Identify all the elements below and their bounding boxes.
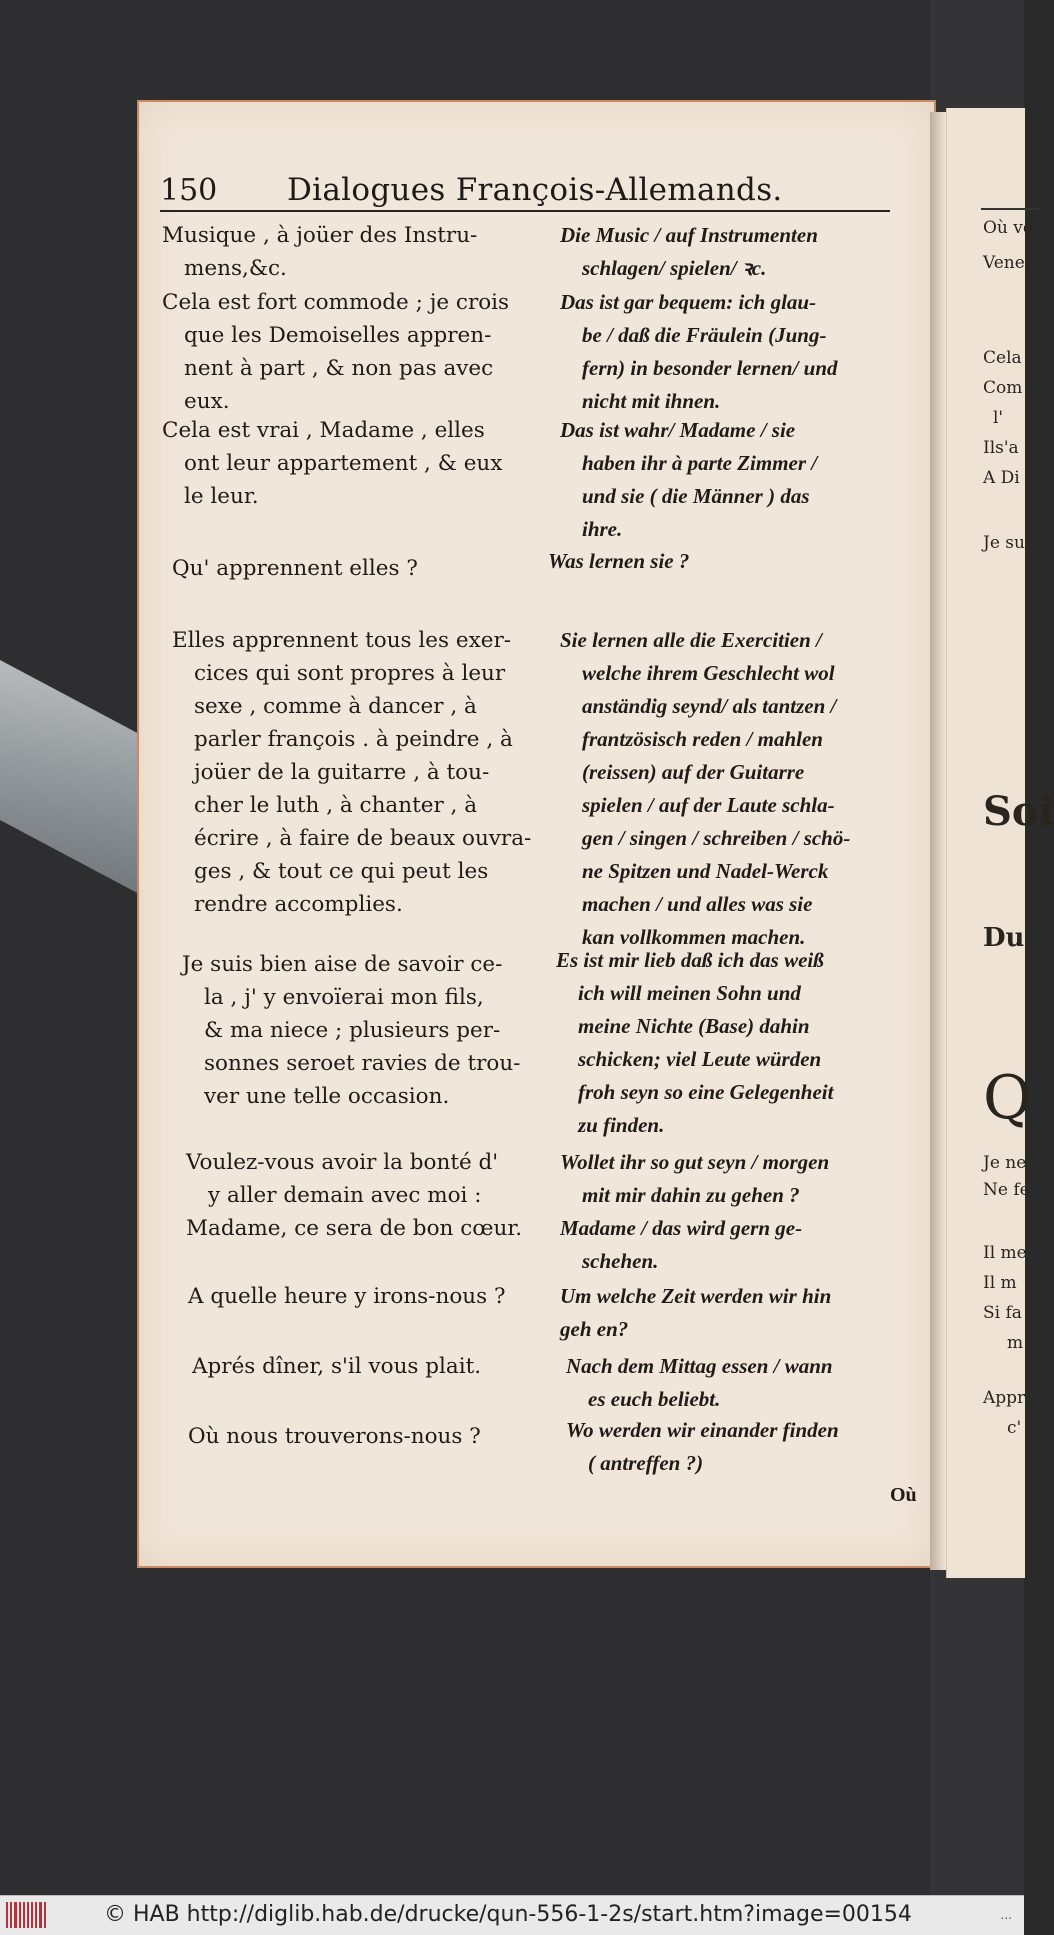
- german-line: ich will meinen Sohn und: [578, 981, 801, 1005]
- german-line: Die Music / auf Instrumenten: [560, 223, 818, 247]
- german-line: welche ihrem Geschlecht wol: [582, 661, 835, 685]
- facing-fragment: Où vo: [983, 218, 1034, 238]
- viewer-footer: [0, 1895, 1024, 1935]
- french-line: mens,&c.: [184, 256, 287, 281]
- german-line: Wo werden wir einander finden: [566, 1418, 839, 1442]
- german-line: Das ist gar bequem: ich glau-: [560, 290, 817, 314]
- german-line: ne Spitzen und Nadel-Werck: [582, 859, 829, 883]
- german-passage: [560, 624, 920, 954]
- facing-fragment: c': [1007, 1418, 1022, 1438]
- german-passage: [566, 1414, 926, 1480]
- french-line: cices qui sont propres à leur: [194, 661, 506, 686]
- french-line: Aprés dîner, s'il vous plait.: [192, 1354, 482, 1379]
- german-passage: [566, 1350, 926, 1416]
- french-line: Je suis bien aise de savoir ce-: [182, 952, 503, 977]
- french-line: sexe , comme à dancer , à: [194, 694, 477, 719]
- german-line: anständig seynd/ als tantzen /: [582, 694, 837, 718]
- german-line: geh en?: [560, 1317, 629, 1341]
- french-line: écrire , à faire de beaux ouvra-: [194, 826, 532, 851]
- german-line: schicken; viel Leute würden: [578, 1047, 822, 1071]
- french-line: Qu' apprennent elles ?: [172, 556, 418, 581]
- german-line: ( antreffen ?): [588, 1451, 704, 1475]
- german-passage: [560, 1146, 920, 1212]
- french-line: Elles apprennent tous les exer-: [172, 628, 512, 653]
- facing-fragment: Je ne: [983, 1153, 1027, 1173]
- french-line: Cela est fort commode ; je crois: [162, 290, 510, 315]
- facing-fragment: Je su: [983, 533, 1025, 553]
- french-passage: [182, 948, 572, 1113]
- german-line: schlagen/ spielen/ ꝛc.: [582, 256, 767, 280]
- german-passage: [548, 545, 908, 578]
- german-line: schehen.: [582, 1249, 659, 1273]
- french-line: joüer de la guitarre , à tou-: [194, 760, 490, 785]
- french-line: nent à part , & non pas avec: [184, 356, 494, 381]
- german-line: ihre.: [582, 517, 623, 541]
- german-passage: [560, 219, 920, 285]
- german-passage: [560, 414, 920, 546]
- facing-fragment: Ne fe: [983, 1180, 1030, 1200]
- french-passage: [172, 552, 562, 585]
- french-line: parler françois . à peindre , à: [194, 727, 513, 752]
- french-line: ont leur appartement , & eux: [184, 451, 503, 476]
- french-passage: [192, 1350, 582, 1383]
- running-title: Dialogues François-Allemands.: [287, 172, 783, 208]
- german-line: Nach dem Mittag essen / wann: [566, 1354, 833, 1378]
- german-line: haben ihr à parte Zimmer /: [582, 451, 818, 475]
- facing-page-fragment: [946, 108, 1054, 1578]
- german-line: Sie lernen alle die Exercitien /: [560, 628, 822, 652]
- facing-fragment: l': [993, 408, 1004, 428]
- french-passage: [162, 286, 552, 418]
- facing-fragment: Venez: [983, 253, 1034, 273]
- french-passage: [162, 414, 552, 513]
- french-line: la , j' y envoïerai mon fils,: [204, 985, 484, 1010]
- french-line: que les Demoiselles appren-: [184, 323, 492, 348]
- german-line: (reissen) auf der Guitarre: [582, 760, 805, 784]
- french-line: & ma niece ; plusieurs per-: [204, 1018, 501, 1043]
- german-passage: [560, 1212, 920, 1278]
- german-line: es euch beliebt.: [588, 1387, 721, 1411]
- facing-rule: [981, 208, 1041, 210]
- facing-fragment: Com: [983, 378, 1023, 398]
- german-line: fern) in besonder lernen/ und: [582, 356, 838, 380]
- facing-fragment: Q: [983, 1063, 1033, 1133]
- german-passage: [560, 286, 920, 418]
- french-line: A quelle heure y irons-nous ?: [188, 1284, 506, 1309]
- french-line: Madame, ce sera de bon cœur.: [186, 1216, 523, 1241]
- german-line: Wollet ihr so gut seyn / morgen: [560, 1150, 830, 1174]
- french-line: le leur.: [184, 484, 259, 509]
- french-line: Voulez-vous avoir la bonté d': [186, 1150, 499, 1175]
- german-line: spielen / auf der Laute schla-: [582, 793, 835, 817]
- running-head: [160, 168, 890, 212]
- book-spine: [930, 112, 946, 1570]
- french-passage: [186, 1212, 576, 1245]
- german-line: mit mir dahin zu gehen ?: [582, 1183, 800, 1207]
- german-line: meine Nichte (Base) dahin: [578, 1014, 810, 1038]
- french-line: cher le luth , à chanter , à: [194, 793, 478, 818]
- facing-fragment: m: [1007, 1333, 1024, 1353]
- french-line: rendre accomplies.: [194, 892, 403, 917]
- german-passage: [560, 1280, 920, 1346]
- german-line: und sie ( die Männer ) das: [582, 484, 810, 508]
- facing-fragment: Appr: [983, 1388, 1026, 1408]
- french-line: eux.: [184, 389, 230, 414]
- french-line: Musique , à joüer des Instru-: [162, 223, 478, 248]
- page-number: 150: [160, 173, 218, 208]
- french-line: sonnes seroet ravies de trou-: [204, 1051, 521, 1076]
- german-line: Was lernen sie ?: [548, 549, 690, 573]
- german-line: Um welche Zeit werden wir hin: [560, 1284, 832, 1308]
- french-line: Où nous trouverons-nous ?: [188, 1424, 481, 1449]
- facing-fragment: Cela: [983, 348, 1022, 368]
- french-passage: [186, 1146, 576, 1212]
- facing-fragment: Si fa: [983, 1303, 1022, 1323]
- german-passage: [556, 944, 916, 1142]
- german-line: be / daß die Fräulein (Jung-: [582, 323, 827, 347]
- facing-fragment: Ils'a: [983, 438, 1019, 458]
- source-link[interactable]: © HAB http://diglib.hab.de/drucke/qun-556-1-2s/start.htm?image=00154: [104, 1902, 912, 1927]
- french-line: Cela est vrai , Madame , elles: [162, 418, 485, 443]
- french-line: y aller demain avec moi :: [208, 1183, 482, 1208]
- french-line: ges , & tout ce qui peut les: [194, 859, 489, 884]
- catchword: Où: [890, 1484, 917, 1506]
- facing-fragment: Soi: [983, 788, 1054, 835]
- french-passage: [188, 1420, 578, 1453]
- german-line: Es ist mir lieb daß ich das weiß: [556, 948, 824, 972]
- facing-fragment: Il m: [983, 1273, 1017, 1293]
- german-line: frantzösisch reden / mahlen: [582, 727, 823, 751]
- german-line: zu finden.: [578, 1113, 665, 1137]
- german-line: froh seyn so eine Gelegenheit: [578, 1080, 834, 1104]
- facing-fragment: A Di: [983, 468, 1020, 488]
- french-passage: [172, 624, 562, 921]
- french-passage: [162, 219, 552, 285]
- german-line: Madame / das wird gern ge-: [560, 1216, 803, 1240]
- german-line: nicht mit ihnen.: [582, 389, 721, 413]
- barcode-icon: [6, 1902, 46, 1928]
- german-line: Das ist wahr/ Madame / sie: [560, 418, 796, 442]
- german-line: kan vollkommen machen.: [582, 925, 806, 949]
- german-line: machen / und alles was sie: [582, 892, 813, 916]
- facing-fragment: Du: [983, 923, 1025, 953]
- german-line: gen / singen / schreiben / schö-: [582, 826, 851, 850]
- french-line: ver une telle occasion.: [204, 1084, 450, 1109]
- french-passage: [188, 1280, 578, 1313]
- footer-mark: ...: [1000, 1908, 1012, 1922]
- facing-fragment: Il me: [983, 1243, 1027, 1263]
